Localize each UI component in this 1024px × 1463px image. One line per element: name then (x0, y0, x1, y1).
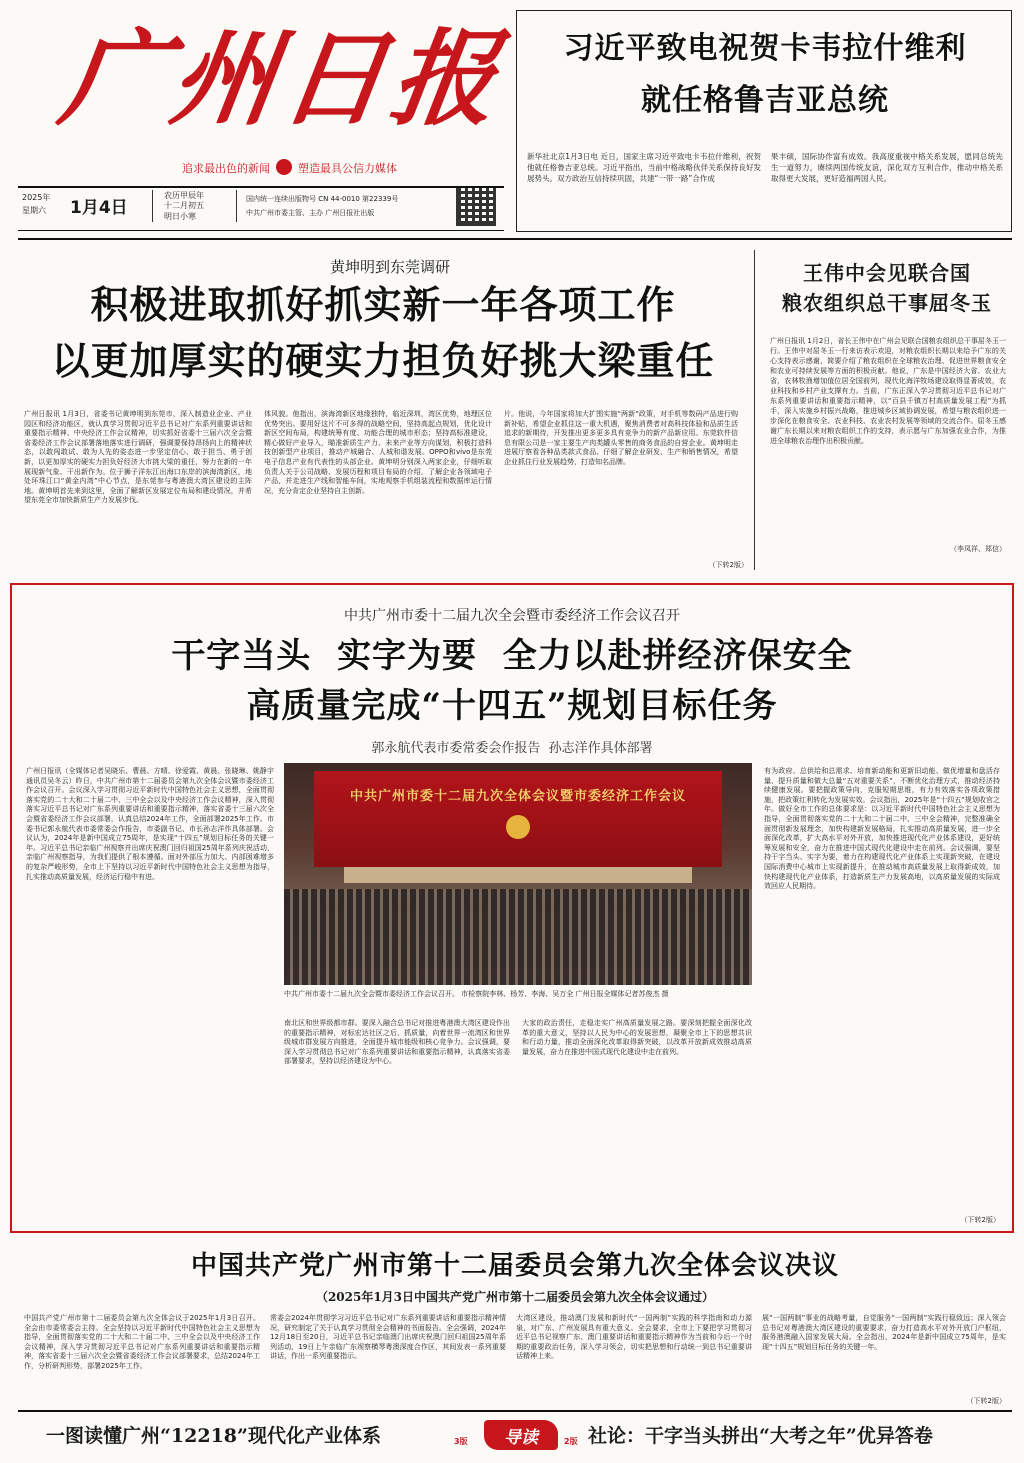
vertical-divider (754, 250, 755, 570)
section-rule-1 (18, 238, 1012, 240)
feature-col-mid-2: 大家的政治责任，走稳走实广州高质量发展之路。要深刻把握全面深化改革的重大意义，坚持以人民为中心的发展思想，凝聚全市上下的思想共识和行动力量，推动全面深化改革取得新突破，以改革开放新成效推动高质量发展，奋力在推进中国式现代化建设中走在前列。 (522, 1019, 752, 1056)
date-bar-top-rule (18, 186, 504, 188)
slogan-icon (276, 159, 292, 175)
feature-jump[interactable]: （下转2版） (960, 1216, 1000, 1224)
slogan-2: 塑造最具公信力媒体 (298, 162, 397, 175)
feature-col-left: 广州日报讯（全媒体记者吴晓乐、曹晨、方晴、徐爱霞、黄晨、张晓琳、姚静宇 通讯员吴冬云）昨日，中共广州市第十二届委员会第九次全体会议暨市委经济工作会议召开。会议深入学习贯彻习近平新时代中国特色社会主义思想，全面贯彻落实党的二十大和二十届二中、三中全会以及中央经济工作会议精神，深入贯彻落实习近平总书记对广东系列重要讲话和重要指示精神，落实省委十三届六次全会暨省委经济工作会议部署，认真总结2024年工作，全面部署2025年工作。市委书记郭永航代表市委常委会作报告，市委副书记、市长孙志洋作具体部署。会议认为，2024年是新中国成立75周年，是实现“十四五”规划目标任务的关键一年。习近平总书记亲临广州视察并出席庆祝澳门回归祖国25周年系列庆祝活动，亲临广州视察指导，为我们提供了根本遵循。面对外部压力加大、内部困难增多的复杂严峻形势，全市上下坚持以习近平新时代中国特色社会主义思想为指导，扎实推动高质量发展，经济运行稳中有进。 (26, 767, 274, 881)
top-story-title-1[interactable]: 习近平致电祝贺卡韦拉什维利 (563, 31, 967, 66)
resolution-subtitle: （2025年1月3日中国共产党广州市第十二届委员会第九次全体会议通过） (315, 1290, 715, 1304)
story-huang (18, 244, 748, 578)
guide-label: 导读 (504, 1428, 538, 1448)
story-huang-col-2: 体风貌。他指出，滨海湾新区地缘独特，临近深圳，湾区优势，地理区位优势突出。要用好这片不可多得的战略空间，坚持高起点规划，优化设计新区空间布局，构建统筹有度、功能合理的城市形态；坚持高标准建设，精心做好产业导入，瞄准新质生产力、未来产业等方向谋划，积极打造科技创新型产业项目，推动产城融合、人城和谐发展。OPPO和vivo是东莞电子信息产业有代表性的头部企业。黄坤明分别深入两家企业，仔细听取负责人关于公司战略、发展历程和项目布局的介绍，了解企业各领域电子产品，并走进生产线和智能车间，实地观察手机组装流程和数据库运行情况，充分肯定企业坚持自主创新。 (264, 410, 492, 495)
date-year: 2025年 (22, 193, 51, 202)
guide-badge (484, 1420, 558, 1450)
resolution-title[interactable]: 中国共产党广州市第十二届委员会第九次全体会议决议 (190, 1251, 839, 1281)
feature-col-mid-1: 南北区和世界级都市群。要深入融合总书记对推进粤港澳大湾区建设作出的重要指示精神，对标宏达社区之后、抓质量，向着世界一流湾区和世界级城市群发展方向推进，全面提升城市能级和核心竞争力。会议强调，要深入学习贯彻总书记对广东系列重要讲话和重要指示精神，认真落实省委部署要求，坚持以经济建设为中心。 (284, 1019, 510, 1066)
resolution (18, 1238, 1012, 1408)
cn-line: 国内统一连续出版物号 CN 44-0010 第22339号 (246, 195, 399, 203)
masthead-logo: 广州日报 (53, 17, 511, 140)
resolution-jump[interactable]: （下转2版） (966, 1397, 1006, 1405)
party-emblem-icon (506, 815, 530, 839)
story-wang-title-1[interactable]: 王伟中会见联合国 (803, 261, 971, 285)
date-day: 1月4日 (70, 198, 128, 218)
slogan-1: 追求最出色的新闻 (182, 162, 270, 175)
date-divider-2 (236, 190, 237, 222)
feature-kicker: 中共广州市委十二届九次全会暨市委经济工作会议召开 (344, 608, 680, 624)
feature-title-2[interactable]: 高质量完成“十四五”规划目标任务 (246, 686, 778, 726)
story-huang-col-1: 广州日报讯 1月3日，省委书记黄坤明到东莞市，深入制造业企业、产业园区和经济功能区，就认真学习贯彻习近平总书记对广东系列重要讲话和重要指示精神、中央经济工作会议精神，切实抓好省委十三届六次全会暨省委经济工作会议部署落地落实进行调研，强调要保持昂扬向上的精神状态，以敢闯敢试、敢为人先的姿态进一步坚定信心、敢于担当、勇于创新，以更加厚实的硬实力担负好经济大市挑大梁的重任，努力在新的一年展现新气象、干出新作为。位于狮子洋东江出海口东岸的滨海湾新区，地处环珠江口“黄金内湾”中心节点，是东莞参与粤港澳大湾区建设的主阵地。黄坤明首先来到这里，全面了解新区发展定位布局和建设情况，并希望东莞全市加快新质生产力发展步伐。 (24, 410, 252, 505)
top-story-title-2[interactable]: 就任格鲁吉亚总统 (641, 83, 889, 118)
top-story-body-right: 果丰硕，国际协作富有成效。我高度重视中格关系发展，愿同总统先生一道努力，赓续两国传统友谊，深化双方互利合作，推动中格关系取得更大发展，更好造福两国人民。 (771, 152, 1003, 183)
top-story (516, 10, 1012, 232)
resolution-col-3: 大湾区建设，推动澳门发展和新时代“一国两制”实践的科学指南和动力源泉，对广东、广州发展具有重大意义。全会要求，全市上下要把学习贯彻习近平总书记视察广东、澳门重要讲话和重要指示精神作为当前和今后一个时期的重要政治任务，深入学习领会，切实把思想和行动统一到总书记重要讲话精神上来。 (516, 1314, 752, 1361)
story-huang-col-3: 片。他说，今年国家将加大扩围实施“两新”政策，对手机等数码产品进行购新补贴，希望企业抓住这一重大机遇，聚焦消费者对高科技体验和品质生活追求的新期待，开发推出更多更多具有竞争力的新产品新应用。东莞软件信息有限公司是一家主要生产肉类罐头零售的商务食品的自营企业。黄坤明走进展厅察看各种品类款式食品、仔细了解企业研发、生产和销售情况，希望企业抓住行业发展趋势，打造知名品牌。 (504, 410, 738, 466)
story-huang-title-2[interactable]: 以更加厚实的硬实力担负好挑大梁重任 (51, 338, 715, 383)
feature-photo-caption: 中共广州市委十二届九次全会暨市委经济工作会议召开。 市检察院李林、杨芳、李海、吴万全 广州日报全媒体记者苏俊杰 摄 (284, 990, 669, 998)
feature-col-right: 有为政府、总供给和总需求、培育新动能和更新旧动能、做优增量和盘活存量、提升质量和做大总量“五对重要关系”，不断优化治理方式，推动经济持续健康发展。要把握政策导向，克服短期思维，有力有效落实各项政策措施，把政策红利转化为发展实效。会议指出，2025年是“十四五”规划收官之年。做好全市工作的总体要求是：以习近平新时代中国特色社会主义思想为指导，全面贯彻落实党的二十大和二十届二中、三中全会精神，完整准确全面贯彻新发展理念，加快构建新发展格局，扎实推动高质量发展，进一步全面深化改革，扩大高水平对外开放，加快推进现代化产业体系建设，更好统筹发展和安全，奋力在推进中国式现代化建设中走在前列。会议强调，要坚持干字当头、实字为要，着力在构建现代化产业体系上实现新突破，在建设国际消费中心城市上实现新提升，在推动城市高质量发展上取得新成效，加快构建现代化产业体系，打造新质生产力发展高地，以高质量发展的实际成效回应人民期待。 (764, 767, 1000, 891)
story-huang-title-1[interactable]: 积极进取抓好抓实新一年各项工作 (90, 282, 676, 327)
story-wang-title-2[interactable]: 粮农组织总干事屈冬玉 (782, 291, 992, 315)
story-wang-author: （李凤祥、郑信） (950, 545, 1006, 553)
resolution-col-2: 常委会2024年贯彻学习习近平总书记对广东系列重要讲话和重要指示精神情况，研究制定了关于认真学习贯彻全会精神的书面报告。全会强调，2024年12月18日至20日，习近平总书记亲临澳门出席庆祝澳门回归祖国25周年系列活动，19日上午亲临广东视察横琴粤澳深度合作区，其间发表一系列重要讲话，作出一系列重要指示。 (270, 1314, 506, 1361)
footer-right-page[interactable]: 2版 (564, 1437, 578, 1446)
footer-left-page[interactable]: 3版 (454, 1437, 468, 1446)
feature-title-1[interactable]: 干字当头 实字为要 全力以赴拼经济保安全 (171, 636, 853, 676)
photo-stage (344, 867, 692, 883)
story-huang-kicker: 黄坤明到东莞调研 (329, 258, 450, 276)
story-wang (762, 244, 1012, 578)
story-wang-body: 广州日报讯 1月2日，省长王伟中在广州会见联合国粮农组织总干事屈冬玉一行。王伟中对屈冬玉一行来访表示欢迎，对粮农组织长期以来给予广东的关心支持表示感谢，简要介绍了粮农组织在全球粮农治理、促进世界粮食安全和农业可持续发展等方面的积极贡献。他说，广东是中国经济大省、农业大省，农林牧渔增加值位居全国前列，现代化海洋牧场建设取得显著成效，农业科技和乡村产业支撑有力。当前，广东正深入学习贯彻习近平总书记对广东系列重要讲话和重要指示精神，以“百县千镇万村高质量发展工程”为抓手，深入实施乡村振兴战略，推进城乡区域协调发展，希望与粮农组织进一步深化在粮食安全、农业科技、农业农村发展等领域的交流合作。屈冬玉感谢广东长期以来对粮农组织工作的支持，表示愿与广东加强农业合作，为推进全球粮农治理作出积极贡献。 (770, 337, 1006, 445)
story-huang-jump[interactable]: （下转2版） (708, 561, 748, 569)
footer-top-rule (18, 1410, 1012, 1412)
resolution-col-1: 中国共产党广州市第十二届委员会第九次全体会议于2025年1月3日召开。全会由市委常委会主持。全会坚持以习近平新时代中国特色社会主义思想为指导，全面贯彻落实党的二十大和二十届二中、三中全会以及中央经济工作会议精神，深入学习贯彻习近平总书记对广东系列重要讲话和重要指示精神，落实省委十三届六次全会暨省委经济工作会议部署要求，总结2024年工作，分析研判形势，部署2025年工作。 (24, 1314, 260, 1370)
feature-subtitle: 郭永航代表市委常委会作报告 孙志洋作具体部署 (371, 741, 653, 756)
lunar-3: 明日小寒 (164, 212, 196, 221)
photo-audience (284, 889, 752, 985)
top-story-body-left: 新华社北京1月3日电 近日，国家主席习近平致电卡韦拉什维利，祝贺他就任格鲁吉亚总统。习近平指出，当前中格战略伙伴关系保持良好发展势头。双方政治互信持续巩固，共建“一带一路”合作成 (527, 152, 761, 183)
footer-right-title[interactable]: 社论：干字当头拼出“大考之年”优异答卷 (588, 1425, 933, 1447)
lunar-1: 农历甲辰年 (164, 191, 204, 200)
qr-code-icon (456, 186, 496, 226)
lunar-2: 十二月初五 (164, 201, 204, 210)
date-divider-1 (152, 190, 153, 222)
resolution-col-4: 展“一国两制”事业的战略考量，自觉服务“一国两制”实践行稳致远；深入领会总书记对粤港澳大湾区建设的重要要求，奋力打造高水平对外开放门户枢纽，服务港澳融入国家发展大局。全会指出，2024年是新中国成立75周年，是实现“十四五”规划目标任务的关键一年。 (762, 1314, 1006, 1351)
feature-photo (284, 763, 752, 985)
footer-guide (18, 1414, 1012, 1458)
date-week: 星期六 (22, 206, 46, 215)
sponsor-line: 中共广州市委主管、主办 广州日报社出版 (246, 209, 375, 217)
footer-left-title[interactable]: 一图读懂广州“12218”现代化产业体系 (46, 1425, 381, 1447)
date-bar-bottom-rule (18, 230, 504, 231)
photo-banner: 中共广州市委十二届九次全体会议暨市委经济工作会议 (349, 789, 686, 804)
feature-box (10, 583, 1014, 1233)
